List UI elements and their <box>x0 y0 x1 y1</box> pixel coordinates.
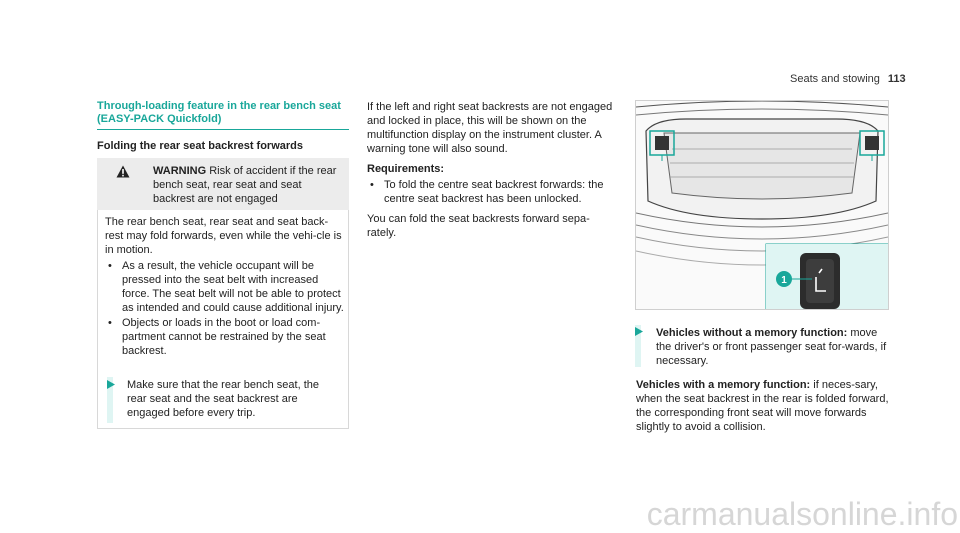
watermark-text: carmanualsonline.info <box>646 496 958 532</box>
subheading: Folding the rear seat backrest forwards <box>97 140 304 152</box>
arrow-right-icon <box>106 380 115 389</box>
warning-bullet <box>105 259 345 315</box>
requirements-label: Requirements: <box>367 163 445 175</box>
warning-title-text: Risk of accident if the rear bench seat, rear seat and seat backrest are not engaged <box>153 165 337 205</box>
warning-title <box>153 164 343 206</box>
warning-bullet <box>105 316 345 358</box>
bullet-symbol: • <box>108 317 112 329</box>
bullet-symbol: • <box>370 179 374 191</box>
callout-number: 1 <box>781 275 787 286</box>
right-para-bold: Vehicles with a memory function: <box>636 379 811 391</box>
warning-triangle-icon <box>116 165 130 178</box>
right-action-bold: Vehicles without a memory function: <box>656 327 848 339</box>
arrow-right-icon <box>634 327 643 336</box>
warning-label: WARNING <box>153 165 207 177</box>
requirement-text: To fold the centre seat backrest forwards: the centre seat backrest has been unlocked. <box>384 179 604 205</box>
boot-figure <box>635 100 889 310</box>
boot-illustration <box>636 101 888 309</box>
warning-bullet-text: Objects or loads in the boot or load com-partment cannot be restrained by the seat backrest. <box>122 317 326 357</box>
bullet-symbol: • <box>108 260 112 272</box>
right-paragraph <box>636 378 892 434</box>
warning-body <box>105 215 345 359</box>
section-title: Through-loading feature in the rear bench seat (EASY-PACK Quickfold) <box>97 100 341 125</box>
right-action <box>656 326 892 368</box>
middle-para-1: If the left and right seat backrests are not engaged and locked in place, this will be shown on the multifunction display on the instrument cluster. A warning tone will also sound. <box>367 101 613 155</box>
header-section: Seats and stowing <box>790 73 880 85</box>
section-rule <box>97 129 349 130</box>
warning-intro: The rear bench seat, rear seat and seat back-rest may fold forwards, even while the vehi-cle is in motion. <box>105 216 342 256</box>
running-header <box>790 72 906 86</box>
page-number: 113 <box>887 73 906 85</box>
middle-column <box>367 100 617 246</box>
right-action-text: move the driver's or front passenger seat for-wards, if necessary. <box>656 327 887 367</box>
watermark <box>548 495 960 533</box>
middle-para-2: You can fold the seat backrests forward sepa-rately. <box>367 213 590 239</box>
requirements-list <box>367 178 617 206</box>
warning-bullets <box>105 259 345 358</box>
warning-action: Make sure that the rear bench seat, the rear seat and the seat backrest are engaged before every trip. <box>127 379 320 419</box>
requirement-item <box>367 178 617 206</box>
right-para-text: if neces-sary, when the seat backrest in the rear is folded forward, the corresponding front seat will move forwards slightly to avoid a collision. <box>636 379 889 433</box>
warning-bullet-text: As a result, the vehicle occupant will be pressed into the seat belt with increased force. The seat belt will not be able to protect as intended and could cause additional injury. <box>122 260 344 314</box>
